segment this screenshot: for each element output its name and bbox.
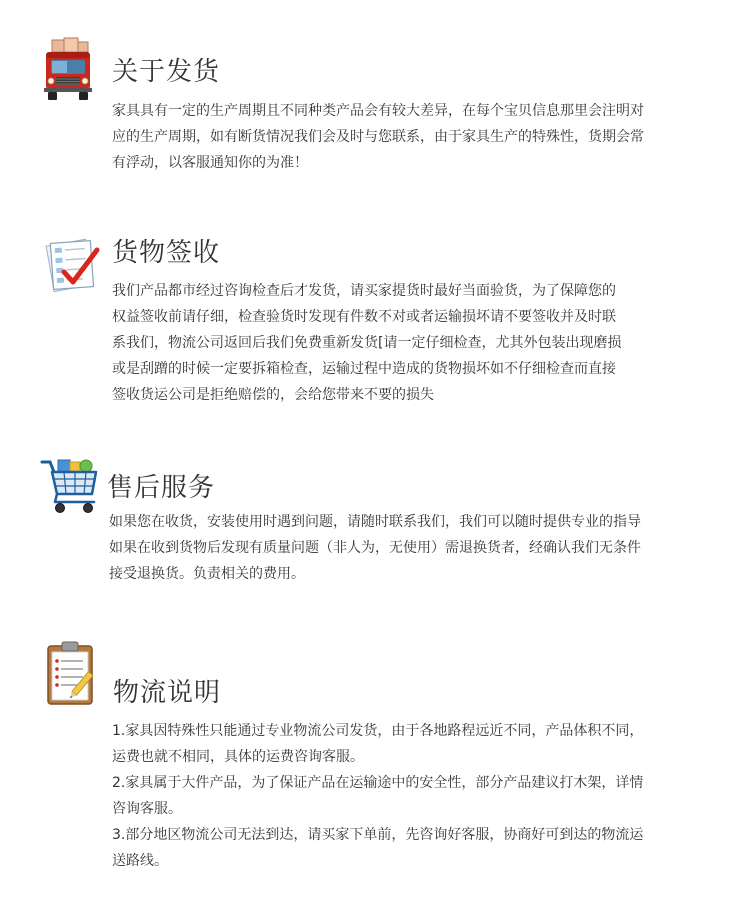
clipboard-icon xyxy=(40,640,100,706)
shopping-cart-icon xyxy=(40,452,100,518)
body-line: 送路线。 xyxy=(112,853,168,869)
body-line: 接受退换货。负责相关的费用。 xyxy=(109,566,305,582)
section-shipping xyxy=(0,0,750,200)
body-line: 1.家具因特殊性只能通过专业物流公司发货，由于各地路程远近不同，产品体积不同， xyxy=(112,723,644,739)
section-after-sales xyxy=(0,430,750,630)
body-line: 2.家具属于大件产品，为了保证产品在运输途中的安全性，部分产品建议打木架，详情 xyxy=(112,775,644,791)
body-line: 运费也就不相同，具体的运费咨询客服。 xyxy=(112,749,364,765)
body-line: 如果您在收货，安装使用时遇到问题，请随时联系我们，我们可以随时提供专业的指导 xyxy=(109,514,641,530)
body-line: 有浮动，以客服通知你的为准！ xyxy=(112,155,308,171)
section-body xyxy=(112,718,643,874)
body-line: 我们产品都市经过咨询检查后才发货，请买家提货时最好当面验货，为了保障您的 xyxy=(112,283,616,299)
section-body xyxy=(112,98,644,176)
body-line: 签收货运公司是拒绝赔偿的，会给您带来不要的损失 xyxy=(112,387,434,403)
section-logistics xyxy=(0,630,750,923)
section-title: 货物签收 xyxy=(112,238,221,268)
section-title: 关于发货 xyxy=(112,57,221,87)
section-title: 物流说明 xyxy=(113,678,222,708)
section-body xyxy=(109,509,641,587)
body-line: 如果在收到货物后发现有质量问题（非人为，无使用）需退换货者，经确认我们无条件 xyxy=(109,540,641,556)
section-receipt xyxy=(0,200,750,430)
checklist-icon xyxy=(42,232,102,298)
delivery-truck-icon xyxy=(38,36,98,102)
body-line: 应的生产周期，如有断货情况我们会及时与您联系，由于家具生产的特殊性，货期会常 xyxy=(112,129,644,145)
body-line: 权益签收前请仔细，检查验货时发现有件数不对或者运输损坏请不要签收并及时联 xyxy=(112,309,616,325)
section-body xyxy=(112,278,621,408)
body-line: 或是刮蹭的时候一定要拆箱检查，运输过程中造成的货物损坏如不仔细检查而直接 xyxy=(112,361,616,377)
body-line: 系我们，物流公司返回后我们免费重新发货[请一定仔细检查，尤其外包装出现磨损 xyxy=(112,335,622,351)
body-line: 家具具有一定的生产周期且不同种类产品会有较大差异，在每个宝贝信息那里会注明对 xyxy=(112,103,644,119)
section-title: 售后服务 xyxy=(107,473,216,503)
body-line: 3.部分地区物流公司无法到达，请买家下单前，先咨询好客服，协商好可到达的物流运 xyxy=(112,827,644,843)
body-line: 咨询客服。 xyxy=(112,801,182,817)
